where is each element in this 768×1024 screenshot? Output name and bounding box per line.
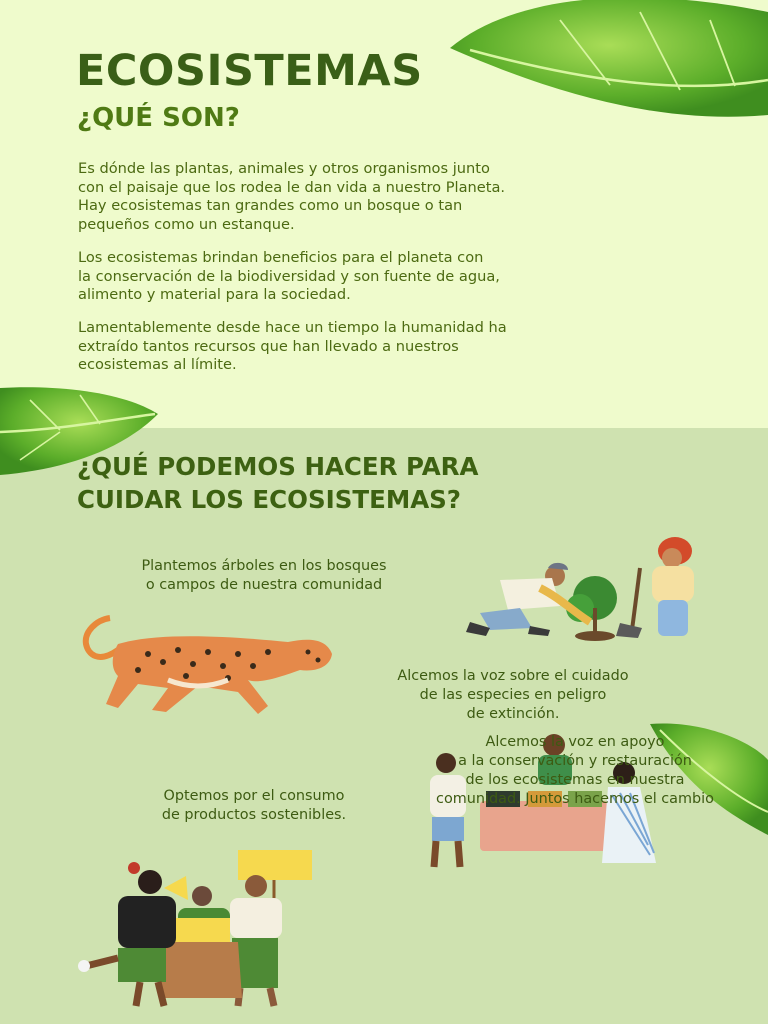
benefits-paragraph: Los ecosistemas brindan beneficios para el planeta con la conservación de la biodiversidad y son fuente de agua, alimento y material para la sociedad. <box>78 249 500 303</box>
page-title: ECOSISTEMAS <box>76 46 423 96</box>
page-subtitle: ¿QUÉ SON? <box>77 103 240 133</box>
action-conservation: Alcemos la voz en apoyo a la conservación y restauración de los ecosistemas en nuestra comunidad. Juntos hacemos el cambio <box>436 734 714 807</box>
intro-paragraph: Es dónde las plantas, animales y otros organismos junto con el paisaje que los rodea le dan vida a nuestro Planeta. Hay ecosistemas tan grandes como un bosque o tan pequeños como un estanque. <box>78 160 506 233</box>
warning-paragraph: Lamentablemente desde hace un tiempo la humanidad ha extraído tantos recursos que han llevado a nuestros ecosistemas al límite. <box>78 319 507 373</box>
action-endangered-species: Alcemos la voz sobre el cuidado de las especies en peligro de extinción. <box>397 668 629 722</box>
people-planting-tree-icon <box>460 518 710 653</box>
section2-heading: ¿QUÉ PODEMOS HACER PARA CUIDAR LOS ECOSISTEMAS? <box>77 452 479 514</box>
action-plant-trees: Plantemos árboles en los bosques o campos de nuestra comunidad <box>141 558 387 593</box>
protest-group-icon <box>78 848 318 1013</box>
jaguar-icon <box>78 614 338 724</box>
action-sustainable-products: Optemos por el consumo de productos sostenibles. <box>161 788 347 823</box>
